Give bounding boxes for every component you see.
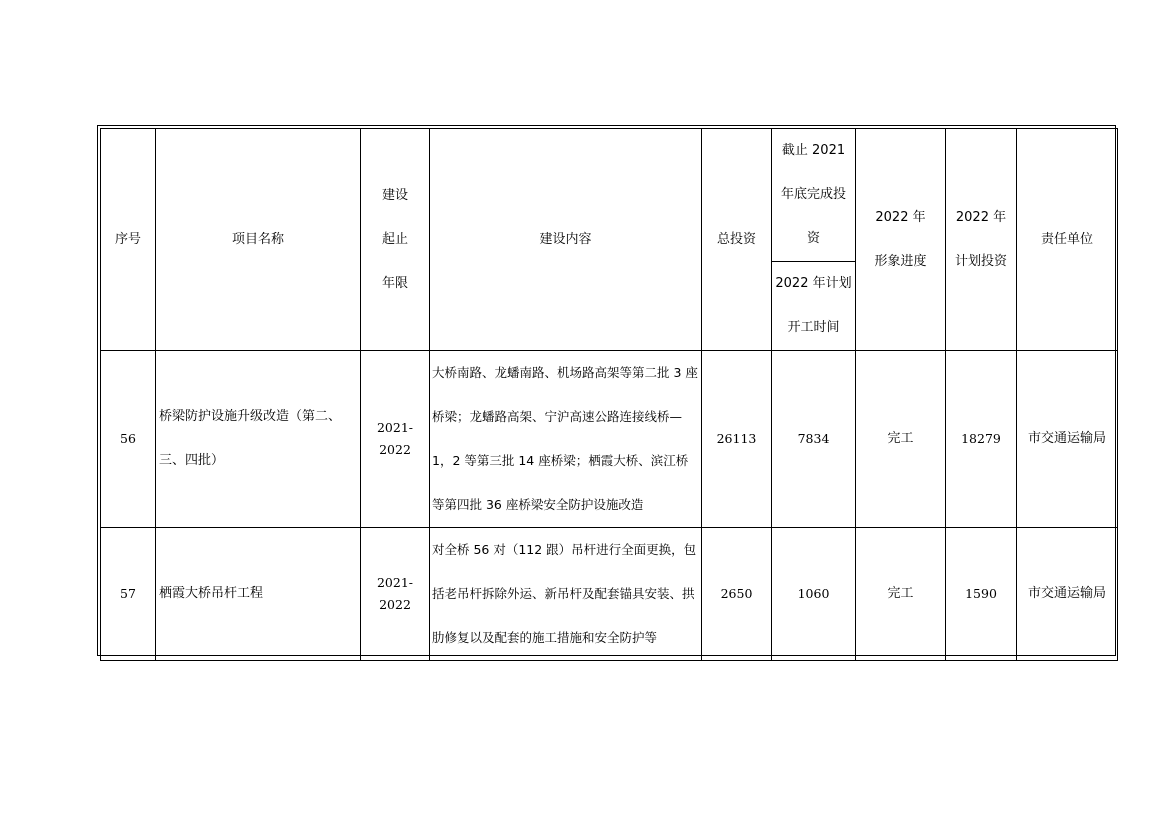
header-plan-line2: 计划投资 xyxy=(954,253,1007,269)
header-content: 建设内容 xyxy=(430,129,702,351)
row-name: 桥梁防护设施升级改造（第二、三、四批） xyxy=(156,351,361,528)
table-row xyxy=(101,528,1118,661)
header-period xyxy=(361,129,430,351)
row-seq: 56 xyxy=(101,351,156,528)
header-total: 总投资 xyxy=(702,129,772,351)
row-period: 2021-2022 xyxy=(361,351,430,528)
header-completed: 截止 2021 年底完成投资 xyxy=(772,129,856,262)
row-plan: 1590 xyxy=(946,528,1017,661)
header-seq: 序号 xyxy=(101,129,156,351)
row-unit: 市交通运输局 xyxy=(1017,351,1118,528)
project-table-frame xyxy=(97,125,1116,656)
header-progress xyxy=(856,129,946,351)
row-completed: 1060 xyxy=(772,528,856,661)
header-start-time: 2022 年计划开工时间 xyxy=(772,262,856,351)
row-plan: 18279 xyxy=(946,351,1017,528)
header-progress-line1: 2022 年 xyxy=(875,209,926,225)
row-completed: 7834 xyxy=(772,351,856,528)
row-name: 栖霞大桥吊杆工程 xyxy=(156,528,361,661)
project-table xyxy=(100,128,1118,661)
row-total: 2650 xyxy=(702,528,772,661)
table-row xyxy=(101,351,1118,528)
row-content: 大桥南路、龙蟠南路、机场路高架等第二批 3 座桥梁；龙蟠路高架、宁沪高速公路连接线桥—1，2 等第三批 14 座桥梁；栖霞大桥、滨江桥等第四批 36 座桥梁安全防护设施改造 xyxy=(430,351,702,528)
row-progress: 完工 xyxy=(856,351,946,528)
header-row xyxy=(101,129,1118,262)
row-total: 26113 xyxy=(702,351,772,528)
header-period-text: 建设起止年限 xyxy=(381,187,408,291)
header-progress-line2: 形象进度 xyxy=(874,253,927,269)
row-progress: 完工 xyxy=(856,528,946,661)
header-unit: 责任单位 xyxy=(1017,129,1118,351)
row-seq: 57 xyxy=(101,528,156,661)
row-content: 对全桥 56 对（112 跟）吊杆进行全面更换，包括老吊杆拆除外运、新吊杆及配套锚具安装、拱肋修复以及配套的施工措施和安全防护等 xyxy=(430,528,702,661)
header-plan-line1: 2022 年 xyxy=(955,209,1007,225)
header-plan xyxy=(946,129,1017,351)
row-unit: 市交通运输局 xyxy=(1017,528,1118,661)
row-period: 2021-2022 xyxy=(361,528,430,661)
header-name: 项目名称 xyxy=(156,129,361,351)
